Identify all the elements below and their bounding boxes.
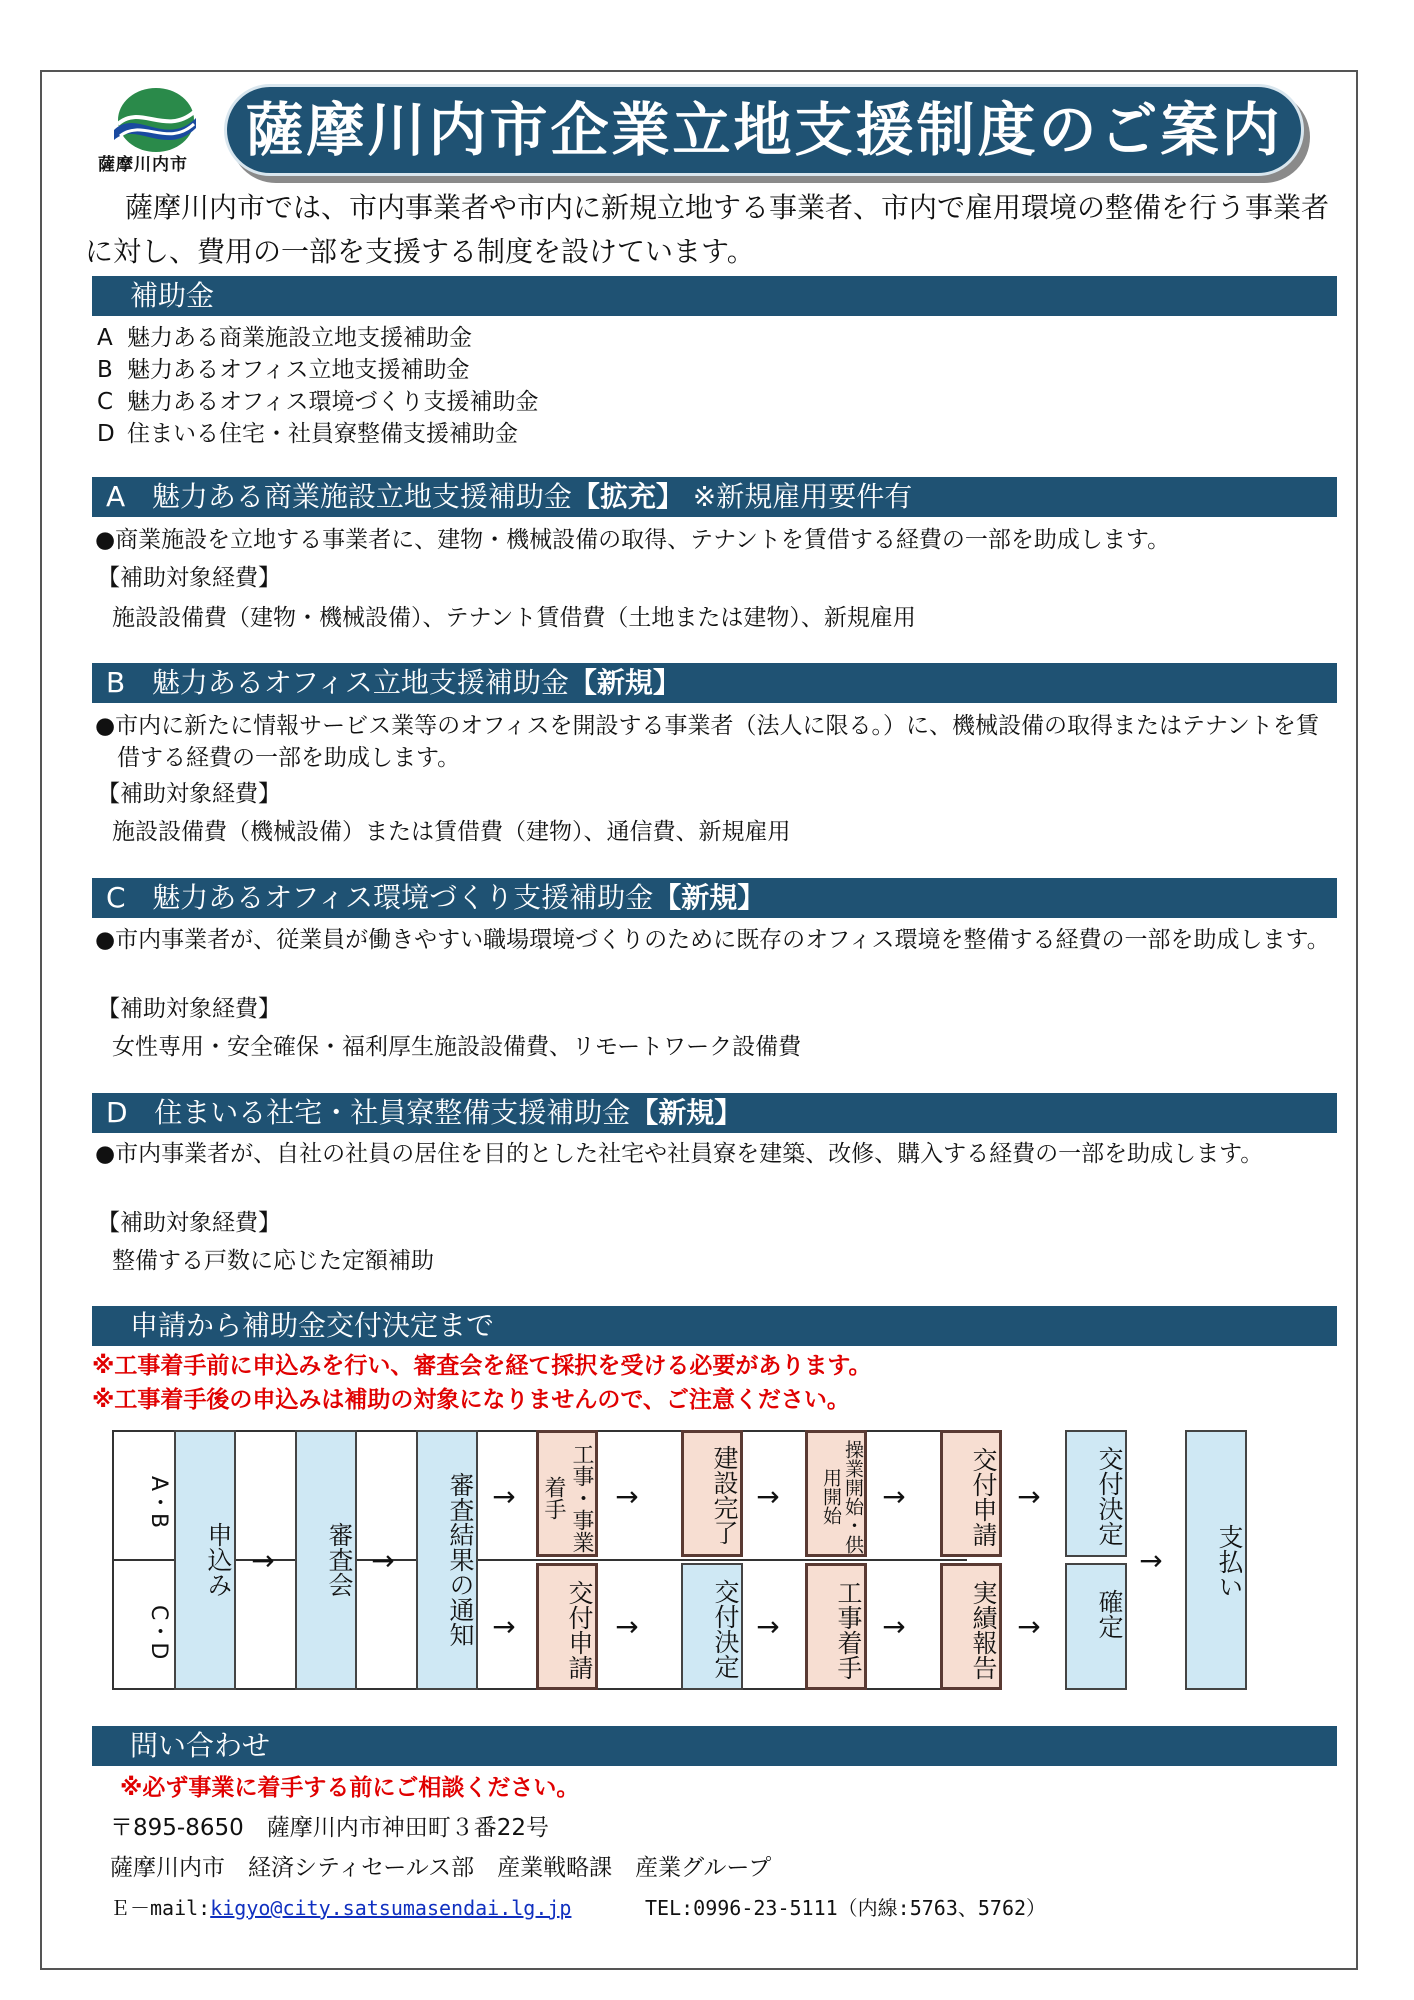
section-c-label: 【補助対象経費】 <box>97 996 281 1022</box>
section-letter: D <box>106 1096 128 1129</box>
step-label: 交付申請 <box>969 1447 998 1547</box>
section-a-label: 【補助対象経費】 <box>97 565 281 591</box>
contact-dept: 薩摩川内市 経済シティセールス部 産業戦略課 産業グループ <box>110 1855 772 1881</box>
step-label: 交付申請 <box>565 1580 594 1680</box>
arrow-icon: → <box>1139 1544 1163 1577</box>
step-cd-3 <box>805 1563 867 1690</box>
email-label: Ｅ－mail: <box>110 1896 211 1920</box>
arrow-icon: → <box>492 1610 516 1643</box>
section-letter: B <box>106 666 126 699</box>
arrow-icon: → <box>251 1544 275 1577</box>
section-d-desc: ●市内事業者が、自社の社員の居住を目的とした社宅や社員寮を建築、改修、購入する経費の一部を助成します。 <box>95 1141 1264 1167</box>
item-letter: C <box>97 389 114 415</box>
section-c-heading <box>92 878 1337 918</box>
intro-text: 薩摩川内市では、市内事業者や市内に新規立地する事業者、市内で雇用環境の整備を行う事業者に対し、費用の一部を支援する制度を設けています。 <box>85 191 1330 268</box>
email-link[interactable]: kigyo@city.satsumasendai.lg.jp <box>210 1896 572 1920</box>
step-label: 工事着手 <box>834 1580 863 1680</box>
flow-divider <box>112 1559 967 1561</box>
contact-heading-bar <box>92 1726 1337 1766</box>
row-ab-label: A・B <box>146 1475 171 1529</box>
item-name: 魅力あるオフィス立地支援補助金 <box>127 357 470 383</box>
logo-text: 薩摩川内市 <box>98 155 188 175</box>
process-warning-2: ※工事着手後の申込みは補助の対象になりませんので、ご注意ください。 <box>92 1387 850 1413</box>
title-banner <box>224 84 1304 176</box>
subsidy-list-item <box>97 354 469 386</box>
section-c-expenses: 女性専用・安全確保・福利厚生施設設備費、リモートワーク設備費 <box>112 1034 802 1060</box>
arrow-icon: → <box>756 1480 780 1513</box>
step-cd-2 <box>681 1563 743 1690</box>
arrow-icon: → <box>756 1610 780 1643</box>
step-label: 操業開始・供用開始 <box>820 1439 864 1554</box>
step-label: 建設完了 <box>710 1445 739 1545</box>
section-b-desc: ●市内に新たに情報サービス業等のオフィスを開設する事業者（法人に限る。）に、機械設備の取得またはテナントを賃借する経費の一部を助成します。 <box>95 713 1319 771</box>
section-tag: 【新規】 <box>630 1096 743 1129</box>
step-notice <box>416 1430 478 1690</box>
section-letter: C <box>106 881 126 914</box>
step-cd-4 <box>940 1563 1002 1690</box>
section-note: ※新規雇用要件有 <box>692 480 913 513</box>
step-label: 審査結果の通知 <box>446 1472 475 1647</box>
arrow-icon: → <box>1017 1610 1041 1643</box>
process-flow <box>112 1430 1257 1690</box>
arrow-icon: → <box>492 1480 516 1513</box>
step-label: 実績報告 <box>969 1580 998 1680</box>
contact-email-line <box>110 1892 571 1924</box>
section-title: 魅力ある商業施設立地支援補助金 <box>151 480 572 513</box>
section-title: 魅力あるオフィス立地支援補助金 <box>151 666 569 699</box>
section-tag: 【拡充】 <box>571 480 684 513</box>
item-name: 魅力ある商業施設立地支援補助金 <box>127 325 472 351</box>
step-cd-1 <box>536 1563 598 1690</box>
contact-heading: 問い合わせ <box>130 1729 271 1762</box>
step-label: 確定 <box>1095 1589 1124 1639</box>
section-letter: A <box>106 480 126 513</box>
process-warning-1: ※工事着手前に申込みを行い、審査会を経て採択を受ける必要があります。 <box>92 1353 872 1379</box>
step-label: 審査会 <box>325 1522 354 1597</box>
subsidy-heading-bar <box>92 276 1337 316</box>
item-name: 住まいる住宅・社員寮整備支援補助金 <box>127 421 518 447</box>
section-tag: 【新規】 <box>653 881 766 914</box>
step-ab-1 <box>536 1430 598 1557</box>
section-tag: 【新規】 <box>568 666 681 699</box>
step-ab-3 <box>805 1430 867 1557</box>
step-ab-4 <box>940 1430 1002 1557</box>
subsidy-heading: 補助金 <box>130 279 215 312</box>
row-cd-label: C・D <box>146 1604 171 1660</box>
section-d-heading <box>92 1093 1337 1133</box>
step-label: 支払い <box>1215 1524 1244 1599</box>
subsidy-list-item <box>97 386 538 418</box>
contact-warning: ※必ず事業に着手する前にご相談ください。 <box>120 1775 580 1801</box>
section-c-desc: ●市内事業者が、従業員が働きやすい職場環境づくりのために既存のオフィス環境を整備する経費の一部を助成します。 <box>95 927 1330 953</box>
section-a-expenses: 施設設備費（建物・機械設備）、テナント賃借費（土地または建物）、新規雇用 <box>112 605 916 631</box>
section-a-desc: ●商業施設を立地する事業者に、建物・機械設備の取得、テナントを賃借する経費の一部を助成します。 <box>95 527 1171 553</box>
arrow-icon: → <box>882 1480 906 1513</box>
section-b-label: 【補助対象経費】 <box>97 781 281 807</box>
arrow-icon: → <box>371 1544 395 1577</box>
arrow-icon: → <box>615 1480 639 1513</box>
step-label: 申込み <box>204 1522 233 1597</box>
arrow-icon: → <box>882 1610 906 1643</box>
item-letter: D <box>97 421 115 447</box>
process-heading-bar <box>92 1306 1337 1346</box>
section-d-expenses: 整備する戸数に応じた定額補助 <box>112 1248 434 1274</box>
process-heading: 申請から補助金交付決定まで <box>130 1309 495 1342</box>
section-a-heading <box>92 477 1337 517</box>
step-label: 工事・事業着手 <box>541 1442 594 1553</box>
step-ab-5 <box>1065 1430 1127 1557</box>
page-title: 薩摩川内市企業立地支援制度のご案内 <box>245 96 1283 164</box>
item-letter: B <box>97 357 113 383</box>
step-cd-5 <box>1065 1563 1127 1690</box>
item-name: 魅力あるオフィス環境づくり支援補助金 <box>127 389 539 415</box>
step-ab-2 <box>681 1430 743 1557</box>
section-b-heading <box>92 663 1337 703</box>
step-apply <box>174 1430 236 1690</box>
step-label: 交付決定 <box>711 1579 740 1679</box>
section-b-expenses: 施設設備費（機械設備）または賃借費（建物）、通信費、新規雇用 <box>112 819 791 845</box>
subsidy-list-item <box>97 418 518 450</box>
section-title: 住まいる社宅・社員寮整備支援補助金 <box>154 1096 631 1129</box>
item-letter: A <box>97 325 113 351</box>
step-review <box>295 1430 357 1690</box>
step-pay <box>1185 1430 1247 1690</box>
step-label: 交付決定 <box>1095 1446 1124 1546</box>
subsidy-list-item <box>97 322 472 354</box>
contact-address: 〒895-8650 薩摩川内市神田町３番22号 <box>110 1815 549 1841</box>
contact-tel: TEL:0996-23-5111（内線:5763、5762） <box>645 1896 1047 1920</box>
arrow-icon: → <box>615 1610 639 1643</box>
arrow-icon: → <box>1017 1480 1041 1513</box>
section-d-label: 【補助対象経費】 <box>97 1210 281 1236</box>
section-title: 魅力あるオフィス環境づくり支援補助金 <box>152 881 654 914</box>
